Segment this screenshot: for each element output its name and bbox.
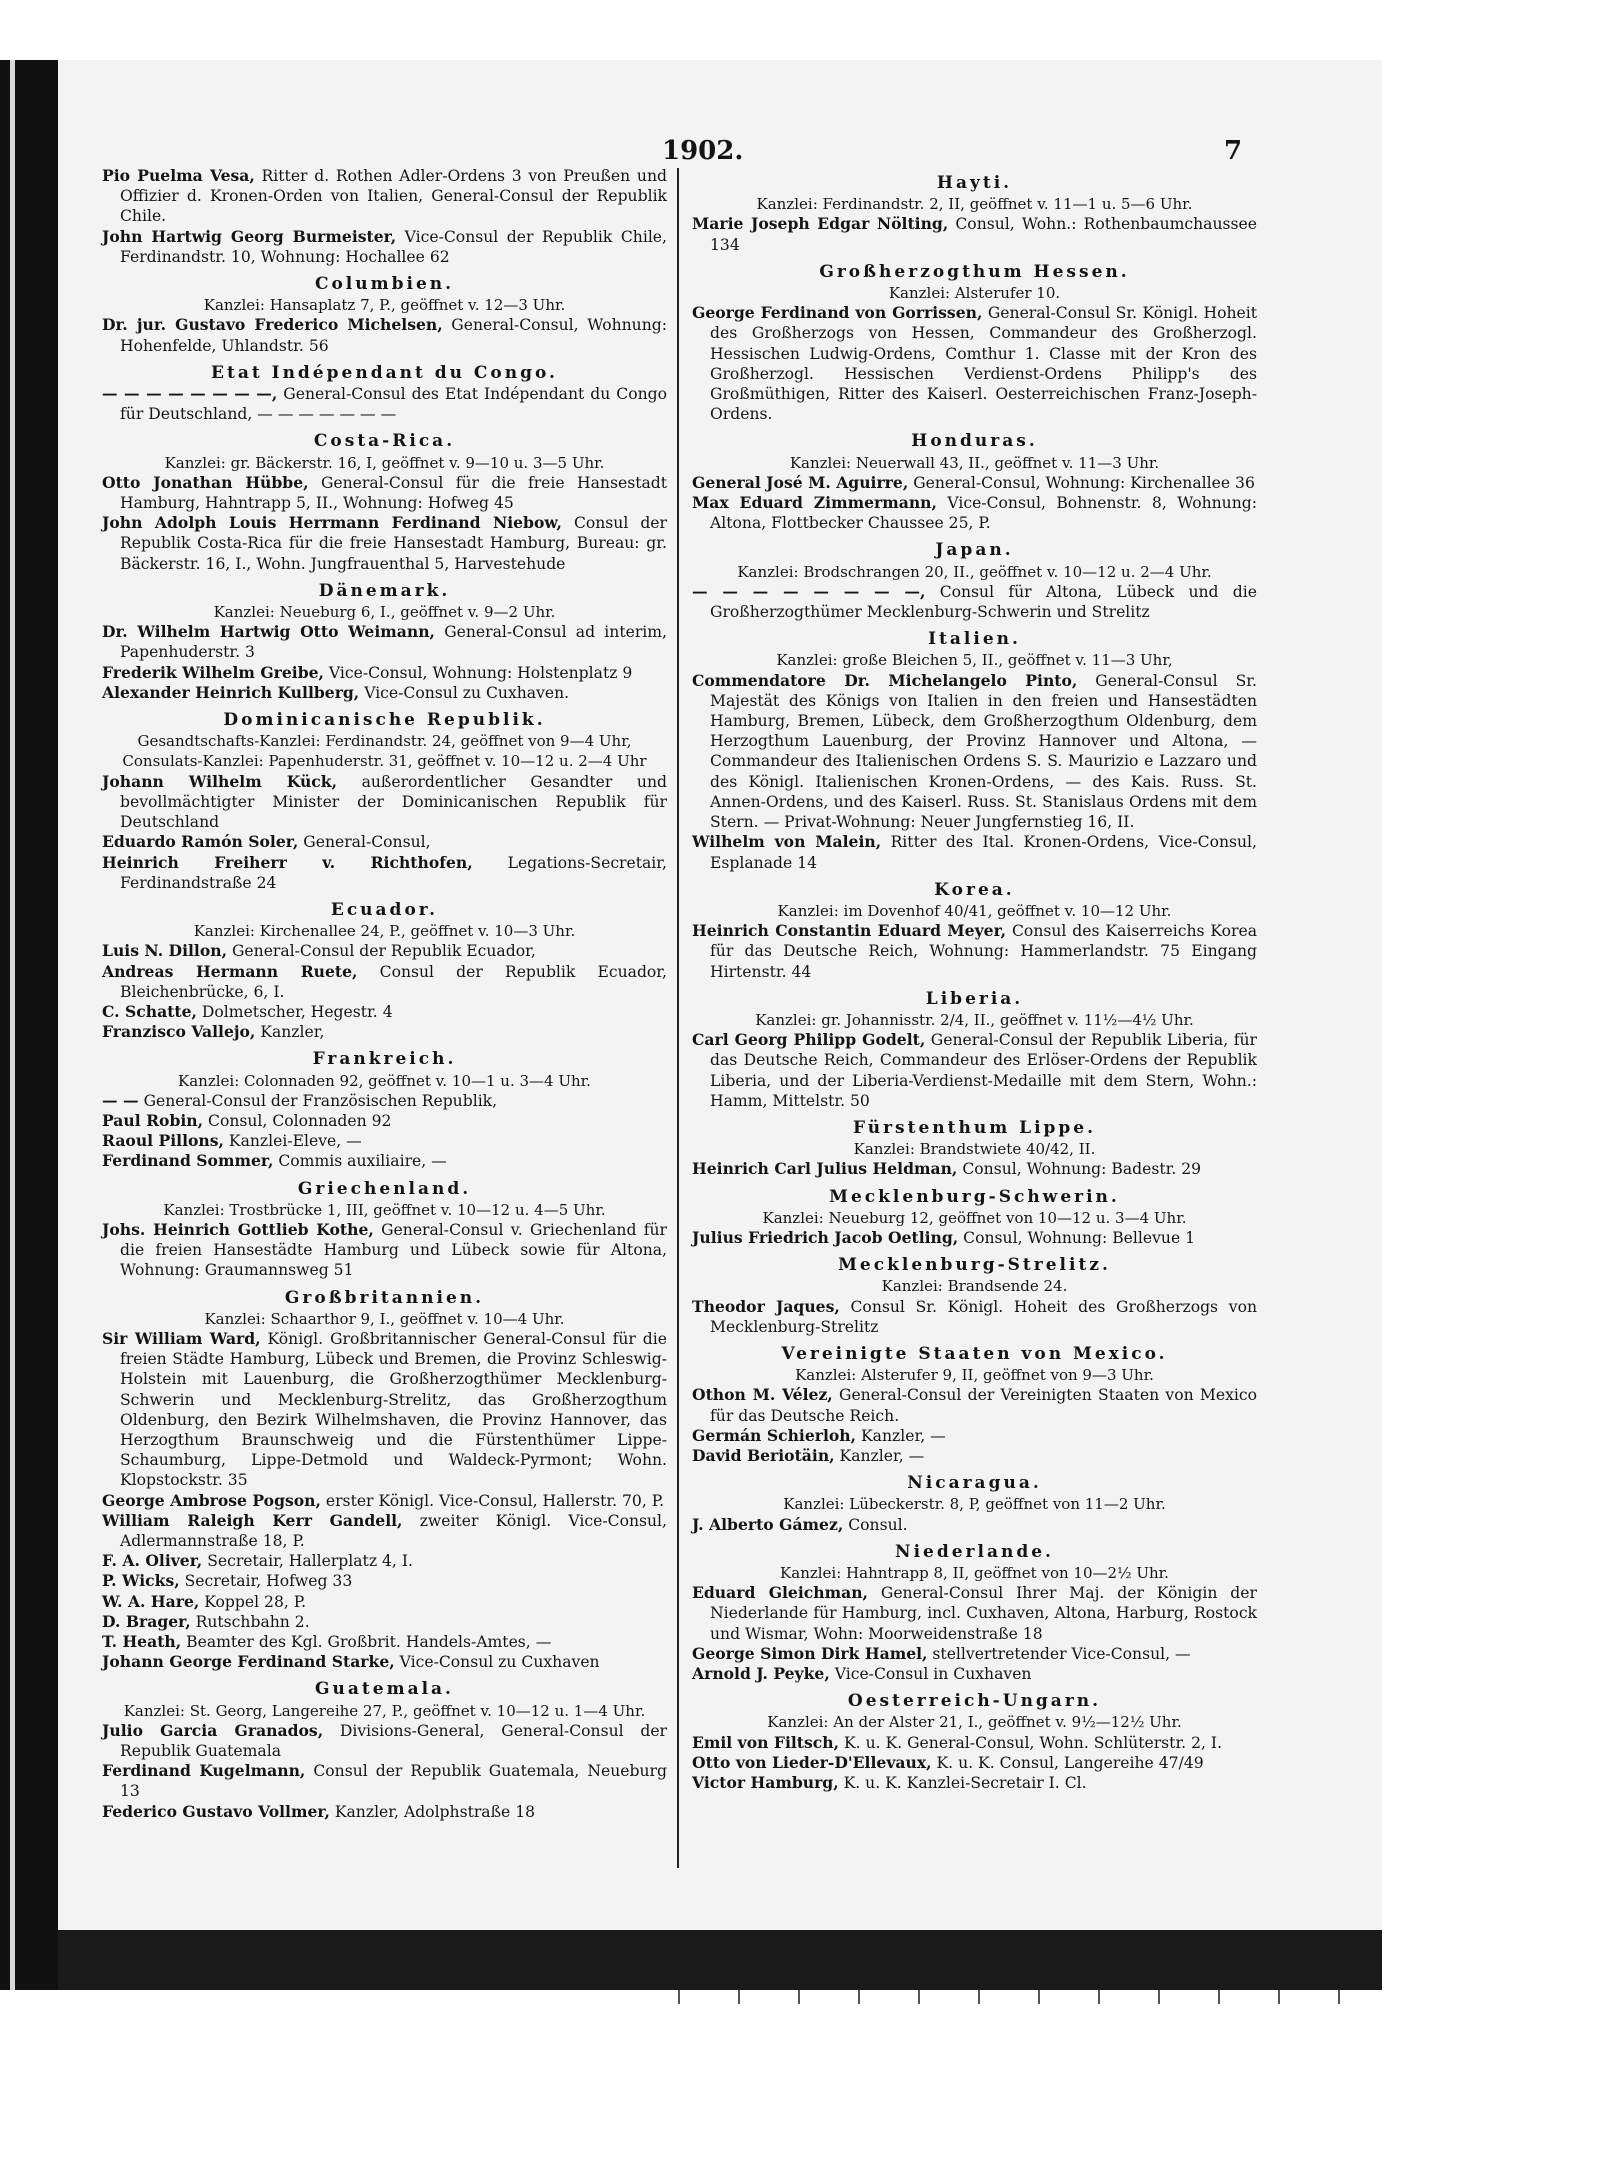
office-info: Kanzlei: Hansaplatz 7, P., geöffnet v. 12—3 Uhr. bbox=[203, 296, 566, 315]
entry-details: Rutschbahn 2. bbox=[190, 1612, 310, 1631]
office-info: Kanzlei: St. Georg, Langereihe 27, P., geöffnet v. 10—12 u. 1—4 Uhr. bbox=[123, 1701, 646, 1720]
directory-entry bbox=[692, 493, 1257, 533]
ruler-tick bbox=[978, 1990, 980, 2004]
directory-entry bbox=[692, 1664, 1257, 1684]
directory-entry bbox=[102, 683, 667, 703]
person-name: Johann Wilhelm Kück, bbox=[102, 771, 338, 791]
entry-details: Divisions-General, General-Consul der Republik Guatemala bbox=[120, 1721, 667, 1761]
entry-details: Consul der Republik Costa-Rica für die freie Hansestadt Hamburg, Bureau: gr. Bäckerstr. 16, I., Wohn. Jungfrauenthal 5, Harvestehude bbox=[120, 514, 667, 573]
ruler-tick bbox=[1218, 1990, 1220, 2004]
entry-details: Kanzler, Adolphstraße 18 bbox=[329, 1802, 536, 1821]
directory-entry bbox=[692, 1753, 1257, 1773]
section-heading: Dominicanische Republik. bbox=[223, 710, 546, 731]
directory-entry bbox=[692, 303, 1257, 424]
entry-details: Vice-Consul, Bohnenstr. 8, Wohnung: Altona, Flottbecker Chaussee 25, P. bbox=[710, 494, 1257, 533]
section-heading: Vereinigte Staaten von Mexico. bbox=[781, 1343, 1168, 1364]
person-name: David Beriotäin, bbox=[692, 1445, 835, 1465]
person-name: Julio Garcia Granados, bbox=[102, 1720, 324, 1740]
office-info: Kanzlei: gr. Johannisstr. 2/4, II., geöffnet v. 11½—4½ Uhr. bbox=[755, 1010, 1194, 1029]
entry-details: K. u. K. Consul, Langereihe 47/49 bbox=[931, 1753, 1204, 1772]
page-binding-edge bbox=[0, 60, 58, 1990]
person-name: Othon M. Vélez, bbox=[692, 1385, 833, 1405]
person-name: Germán Schierloh, bbox=[692, 1425, 857, 1445]
ruler-tick bbox=[798, 1990, 800, 2004]
section-heading: Griechenland. bbox=[297, 1178, 472, 1199]
person-name: — — — — — — — —, bbox=[102, 384, 278, 404]
entry-details: General-Consul der Republik Ecuador, bbox=[227, 942, 536, 961]
office-info: Kanzlei: Brandsende 24. bbox=[881, 1277, 1068, 1296]
directory-entry bbox=[102, 166, 667, 227]
page-year: 1902. bbox=[662, 136, 744, 166]
entry-details: Beamter des Kgl. Großbrit. Handels-Amtes, — bbox=[181, 1633, 552, 1652]
entry-details: Consul des Kaiserreichs Korea für das Deutsche Reich, Wohnung: Hammerlandstr. 75 Eingang Hirtenstr. 44 bbox=[710, 922, 1257, 981]
person-name: J. Alberto Gámez, bbox=[692, 1514, 844, 1534]
person-name: Max Eduard Zimmermann, bbox=[692, 493, 937, 513]
person-name: Pio Puelma Vesa, bbox=[102, 166, 255, 185]
person-name: Theodor Jaques, bbox=[692, 1296, 840, 1316]
entry-details: Vice-Consul zu Cuxhaven. bbox=[359, 683, 570, 702]
directory-entry bbox=[102, 1329, 667, 1491]
person-name: Carl Georg Philipp Godelt, bbox=[692, 1030, 926, 1050]
directory-entry bbox=[102, 853, 667, 893]
directory-entry bbox=[102, 663, 667, 683]
person-name: Andreas Hermann Ruete, bbox=[102, 961, 358, 981]
person-name: Dr. Wilhelm Hartwig Otto Weimann, bbox=[102, 622, 435, 642]
entry-details: Kanzlei-Eleve, — bbox=[223, 1132, 362, 1151]
ruler-tick bbox=[738, 1990, 740, 2004]
entry-details: General-Consul Sr. Majestät des Königs von Italien in den freien und Hansestädten Hamburg, Bremen, Lübeck, dem Großherzogthum Oldenburg, dem Herzogthum Lauenburg, der Provinz Hannover und Altona, — Commandeur des Italienischen Ordens S. S. Maurizio e Lazzaro und des Königl. Italienischen Kronen-Ordens, — des Kais. Russ. St. Annen-Ordens, und des Kaiserl. Russ. St. Stanislaus Ordens mit dem Stern. — Privat-Wohnung: Neuer Jungfernstieg 16, II. bbox=[710, 671, 1257, 832]
entry-details: stellvertretender Vice-Consul, — bbox=[927, 1644, 1191, 1663]
entry-details: General-Consul der Republik Liberia, für das Deutsche Reich, Commandeur des Erlöser-Ordens der Republik Liberia, und der Liberia-Verdienst-Medaille mit dem Stern, Wohn.: Hamm, Mittelstr. 50 bbox=[710, 1031, 1257, 1110]
section-heading: Frankreich. bbox=[312, 1049, 457, 1070]
office-info: Kanzlei: Colonnaden 92, geöffnet v. 10—1 u. 3—4 Uhr. bbox=[178, 1071, 591, 1090]
person-name: Federico Gustavo Vollmer, bbox=[102, 1801, 330, 1821]
section-heading: Ecuador. bbox=[330, 899, 439, 920]
person-name: Heinrich Carl Julius Heldman, bbox=[692, 1159, 958, 1179]
section-heading: Mecklenburg-Schwerin. bbox=[829, 1186, 1120, 1207]
section-heading: Mecklenburg-Strelitz. bbox=[838, 1255, 1111, 1276]
directory-entry bbox=[102, 315, 667, 355]
directory-entry bbox=[692, 214, 1257, 254]
office-info: Consulats-Kanzlei: Papenhuderstr. 31, geöffnet v. 10—12 u. 2—4 Uhr bbox=[122, 752, 647, 771]
entry-details: Consul, Wohn.: Rothenbaumchaussee 134 bbox=[710, 215, 1257, 254]
person-name: Arnold J. Peyke, bbox=[692, 1664, 830, 1684]
office-info: Kanzlei: Ferdinandstr. 2, II, geöffnet v. 11—1 u. 5—6 Uhr. bbox=[756, 195, 1193, 214]
office-info: Kanzlei: An der Alster 21, I., geöffnet v. 9½—12½ Uhr. bbox=[767, 1713, 1182, 1732]
directory-entry bbox=[102, 1612, 667, 1632]
directory-entry bbox=[102, 1761, 667, 1801]
person-name: Emil von Filtsch, bbox=[692, 1732, 840, 1752]
office-info: Kanzlei: Brandstwiete 40/42, II. bbox=[853, 1140, 1096, 1159]
person-name: Johs. Heinrich Gottlieb Kothe, bbox=[102, 1219, 374, 1239]
entry-details: Ritter d. Rothen Adler-Ordens 3 von Preußen und Offizier d. Kronen-Orden von Italien, General-Consul der Republik Chile. bbox=[120, 167, 667, 226]
office-info: Kanzlei: Hahntrapp 8, II, geöffnet von 10—2½ Uhr. bbox=[780, 1564, 1169, 1582]
directory-entry bbox=[102, 1632, 667, 1652]
directory-entry bbox=[692, 1297, 1257, 1337]
directory-entry bbox=[102, 1022, 667, 1042]
directory-entry bbox=[692, 1385, 1257, 1425]
entry-details: General-Consul, Wohnung: Hohenfelde, Uhlandstr. 56 bbox=[120, 316, 667, 355]
person-name: General José M. Aguirre, bbox=[692, 472, 909, 492]
office-info: Kanzlei: gr. Bäckerstr. 16, I, geöffnet v. 9—10 u. 3—5 Uhr. bbox=[164, 453, 605, 472]
person-name: F. A. Oliver, bbox=[102, 1551, 203, 1571]
section-heading: Honduras. bbox=[911, 431, 1038, 452]
section-heading: Columbien. bbox=[314, 274, 455, 295]
person-name: Otto Jonathan Hübbe, bbox=[102, 472, 309, 492]
directory-entry bbox=[102, 1721, 667, 1761]
section-heading: Oesterreich-Ungarn. bbox=[847, 1691, 1102, 1712]
entry-details: K. u. K. General-Consul, Wohn. Schlüterstr. 2, I. bbox=[839, 1733, 1223, 1752]
person-name: — — — — — — — —, bbox=[692, 581, 926, 601]
entry-details: außerordentlicher Gesandter und bevollmächtigter Minister der Dominicanischen Republik für Deutschland bbox=[120, 772, 667, 832]
person-name: Heinrich Freiherr v. Richthofen, bbox=[102, 852, 473, 872]
person-name: Eduardo Ramón Soler, bbox=[102, 832, 299, 852]
entry-details: Koppel 28, P. bbox=[199, 1592, 307, 1611]
section-heading: Costa-Rica. bbox=[313, 431, 456, 452]
section-heading: Japan. bbox=[935, 540, 1014, 561]
ruler-tick bbox=[1038, 1990, 1040, 2004]
directory-entry bbox=[692, 1426, 1257, 1446]
person-name: — — bbox=[102, 1090, 139, 1110]
entry-details: General-Consul für die freie Hansestadt Hamburg, Hahntrapp 5, II., Wohnung: Hofweg 45 bbox=[120, 473, 668, 513]
directory-entry bbox=[692, 582, 1257, 622]
entry-details: General-Consul, bbox=[298, 833, 431, 852]
section-heading: Liberia. bbox=[925, 988, 1024, 1009]
section-heading: Großherzogthum Hessen. bbox=[819, 261, 1130, 282]
ruler-tick bbox=[1338, 1990, 1340, 2004]
ruler-tick bbox=[858, 1990, 860, 2004]
person-name: Commendatore Dr. Michelangelo Pinto, bbox=[692, 670, 1078, 690]
office-info: Kanzlei: Brodschrangen 20, II., geöffnet v. 10—12 u. 2—4 Uhr. bbox=[737, 562, 1212, 581]
person-name: Ferdinand Kugelmann, bbox=[102, 1761, 306, 1781]
person-name: D. Brager, bbox=[102, 1611, 191, 1631]
directory-entry bbox=[102, 1151, 667, 1171]
directory-entry bbox=[692, 473, 1257, 493]
person-name: Dr. jur. Gustavo Frederico Michelsen, bbox=[102, 315, 443, 335]
entry-details: Consul, Wohnung: Bellevue 1 bbox=[958, 1228, 1196, 1247]
office-info: Gesandtschafts-Kanzlei: Ferdinandstr. 24, geöffnet von 9—4 Uhr, bbox=[137, 732, 632, 751]
person-name: John Adolph Louis Herrmann Ferdinand Niebow, bbox=[102, 513, 562, 533]
section-heading: Nicaragua. bbox=[907, 1473, 1042, 1494]
directory-entry bbox=[692, 1228, 1257, 1248]
person-name: George Simon Dirk Hamel, bbox=[692, 1643, 928, 1663]
person-name: Luis N. Dillon, bbox=[102, 941, 228, 961]
entry-details: General-Consul Ihrer Maj. der Königin der Niederlande für Hamburg, incl. Cuxhaven, Altona, Harburg, Rostock und Wismar, Wohn: Moorweidenstraße 18 bbox=[710, 1584, 1257, 1643]
office-info: Kanzlei: Kirchenallee 24, P., geöffnet v. 10—3 Uhr. bbox=[193, 922, 576, 941]
directory-entry bbox=[692, 1773, 1257, 1793]
person-name: Julius Friedrich Jacob Oetling, bbox=[692, 1227, 959, 1247]
entry-details: Consul der Republik Guatemala, Neueburg 13 bbox=[120, 1762, 667, 1801]
directory-entry bbox=[102, 962, 667, 1002]
person-name: John Hartwig Georg Burmeister, bbox=[102, 226, 397, 246]
directory-entry bbox=[102, 772, 667, 833]
person-name: P. Wicks, bbox=[102, 1571, 180, 1591]
section-heading: Großbritannien. bbox=[284, 1287, 485, 1308]
person-name: George Ferdinand von Gorrissen, bbox=[692, 303, 983, 323]
entry-details: Kanzler, — bbox=[834, 1446, 925, 1465]
office-info: Kanzlei: im Dovenhof 40/41, geöffnet v. 10—12 Uhr. bbox=[777, 901, 1172, 920]
directory-entry bbox=[692, 1159, 1257, 1179]
entry-details: Dolmetscher, Hegestr. 4 bbox=[196, 1002, 393, 1021]
entry-details: General-Consul ad interim, Papenhuderstr. 3 bbox=[120, 623, 667, 662]
entry-details: erster Königl. Vice-Consul, Hallerstr. 70, P. bbox=[320, 1491, 665, 1510]
entry-details: Kanzler, bbox=[255, 1023, 325, 1042]
directory-entry bbox=[102, 1491, 667, 1511]
office-info: Kanzlei: Schaarthor 9, I., geöffnet v. 10—4 Uhr. bbox=[204, 1309, 565, 1328]
entry-details: Commis auxiliaire, — bbox=[273, 1152, 447, 1171]
entry-details: Secretair, Hallerplatz 4, I. bbox=[202, 1552, 413, 1571]
entry-details: Consul, Wohnung: Badestr. 29 bbox=[957, 1160, 1202, 1179]
office-info: Kanzlei: Alsterufer 10. bbox=[888, 284, 1061, 303]
person-name: Franzisco Vallejo, bbox=[102, 1022, 256, 1042]
office-info: Kanzlei: große Bleichen 5, II., geöffnet v. 11—3 Uhr, bbox=[776, 651, 1173, 670]
directory-entry bbox=[692, 1644, 1257, 1664]
person-name: Wilhelm von Malein, bbox=[692, 832, 882, 852]
section-heading: Italien. bbox=[928, 629, 1021, 650]
directory-entry bbox=[102, 513, 667, 574]
section-heading: Guatemala. bbox=[315, 1679, 454, 1700]
ruler-tick bbox=[678, 1990, 680, 2004]
directory-entry bbox=[102, 1511, 667, 1551]
entry-details: General-Consul der Vereinigten Staaten von Mexico für das Deutsche Reich. bbox=[710, 1386, 1257, 1425]
person-name: Sir William Ward, bbox=[102, 1328, 261, 1348]
directory-entry bbox=[102, 941, 667, 961]
section-heading: Korea. bbox=[934, 879, 1015, 900]
entry-details: Consul der Republik Ecuador, Bleichenbrücke, 6, I. bbox=[120, 962, 668, 1001]
directory-entry bbox=[692, 1515, 1257, 1535]
section-heading: Fürstenthum Lippe. bbox=[852, 1117, 1097, 1138]
person-name: Victor Hamburg, bbox=[692, 1773, 839, 1793]
person-name: T. Heath, bbox=[102, 1632, 182, 1652]
ruler-tick bbox=[918, 1990, 920, 2004]
person-name: Otto von Lieder-D'Ellevaux, bbox=[692, 1752, 932, 1772]
directory-entry bbox=[692, 921, 1257, 982]
entry-details: General-Consul v. Griechenland für die freien Hansestädte Hamburg und Lübeck sowie für Altona, Wohnung: Graumannsweg 51 bbox=[120, 1220, 668, 1280]
ruler-tick bbox=[1158, 1990, 1160, 2004]
person-name: Johann George Ferdinand Starke, bbox=[102, 1652, 395, 1672]
entry-details: Vice-Consul der Republik Chile, Ferdinandstr. 10, Wohnung: Hochallee 62 bbox=[120, 227, 667, 266]
directory-entry bbox=[692, 671, 1257, 833]
directory-entry bbox=[102, 622, 667, 662]
directory-entry bbox=[692, 1030, 1257, 1111]
office-info: Kanzlei: Neueburg 12, geöffnet von 10—12 u. 3—4 Uhr. bbox=[762, 1208, 1187, 1227]
directory-entry bbox=[102, 1091, 667, 1111]
page-number: 7 bbox=[1224, 136, 1243, 166]
person-name: George Ambrose Pogson, bbox=[102, 1490, 321, 1510]
person-name: Alexander Heinrich Kullberg, bbox=[102, 682, 360, 702]
person-name: Ferdinand Sommer, bbox=[102, 1151, 274, 1171]
directory-entry bbox=[692, 1446, 1257, 1466]
entry-details: Vice-Consul in Cuxhaven bbox=[829, 1665, 1032, 1684]
entry-details: Consul. bbox=[843, 1515, 908, 1534]
entry-details: General-Consul, Wohnung: Kirchenallee 36 bbox=[908, 473, 1255, 492]
directory-entry bbox=[102, 384, 667, 424]
entry-details: K. u. K. Kanzlei-Secretair I. Cl. bbox=[838, 1774, 1087, 1793]
section-heading: Niederlande. bbox=[895, 1541, 1054, 1562]
person-name: Raoul Pillons, bbox=[102, 1131, 224, 1151]
directory-entry bbox=[102, 473, 667, 513]
person-name: Heinrich Constantin Eduard Meyer, bbox=[692, 921, 1007, 941]
office-info: Kanzlei: Neuerwall 43, II., geöffnet v. 11—3 Uhr. bbox=[789, 453, 1160, 472]
directory-entry bbox=[102, 1571, 667, 1591]
directory-entry bbox=[102, 832, 667, 852]
directory-entry bbox=[102, 1002, 667, 1022]
entry-details: Vice-Consul zu Cuxhaven bbox=[394, 1653, 600, 1672]
person-name: Frederik Wilhelm Greibe, bbox=[102, 662, 324, 682]
scanner-ruler bbox=[58, 1990, 1382, 2010]
entry-details: zweiter Königl. Vice-Consul, Adlermannstraße 18, P. bbox=[120, 1511, 667, 1550]
directory-entry bbox=[102, 1802, 667, 1822]
entry-details: Legations-Secretair, Ferdinandstraße 24 bbox=[120, 853, 667, 892]
directory-entry bbox=[102, 1652, 667, 1672]
entry-details: Consul für Altona, Lübeck und die Großherzogthümer Mecklenburg-Schwerin und Strelitz bbox=[710, 582, 1257, 622]
person-name: William Raleigh Kerr Gandell, bbox=[102, 1510, 403, 1530]
office-info: Kanzlei: Neueburg 6, I., geöffnet v. 9—2 Uhr. bbox=[213, 603, 556, 622]
office-info: Kanzlei: Lübeckerstr. 8, P, geöffnet von 11—2 Uhr. bbox=[783, 1495, 1166, 1514]
entry-details: Consul, Colonnaden 92 bbox=[203, 1111, 392, 1130]
office-info: Kanzlei: Trostbrücke 1, III, geöffnet v. 10—12 u. 4—5 Uhr. bbox=[163, 1200, 606, 1219]
entry-details: General-Consul des Etat Indépendant du Congo für Deutschland, — — — — — — — bbox=[120, 385, 667, 424]
entry-details: Vice-Consul, Wohnung: Holstenplatz 9 bbox=[323, 663, 633, 682]
directory-entry bbox=[692, 1733, 1257, 1753]
directory-entry bbox=[102, 1131, 667, 1151]
entry-details: General-Consul der Französischen Republik, bbox=[138, 1091, 498, 1110]
section-heading: Dänemark. bbox=[318, 580, 451, 601]
section-heading: Hayti. bbox=[936, 173, 1013, 193]
directory-entry bbox=[102, 1551, 667, 1571]
scan-bottom-edge bbox=[58, 1930, 1382, 1990]
person-name: Eduard Gleichman, bbox=[692, 1583, 868, 1603]
right-column bbox=[692, 166, 1257, 1793]
directory-entry bbox=[692, 832, 1257, 872]
entry-details: Consul Sr. Königl. Hoheit des Großherzogs von Mecklenburg-Strelitz bbox=[710, 1297, 1257, 1336]
directory-entry bbox=[692, 1583, 1257, 1644]
person-name: Paul Robin, bbox=[102, 1110, 204, 1130]
directory-entry bbox=[102, 227, 667, 267]
person-name: C. Schatte, bbox=[102, 1001, 197, 1021]
directory-entry bbox=[102, 1592, 667, 1612]
directory-entry bbox=[102, 1220, 667, 1281]
column-divider bbox=[677, 168, 679, 1868]
entry-details: Kanzler, — bbox=[856, 1426, 946, 1445]
ruler-tick bbox=[1098, 1990, 1100, 2004]
entry-details: Ritter des Ital. Kronen-Ordens, Vice-Consul, Esplanade 14 bbox=[710, 833, 1257, 872]
left-column bbox=[102, 166, 667, 1822]
entry-details: Secretair, Hofweg 33 bbox=[179, 1572, 353, 1591]
directory-entry bbox=[102, 1111, 667, 1131]
entry-details: General-Consul Sr. Königl. Hoheit des Großherzogs von Hessen, Commandeur des Großherzogl. Hessischen Ludwig-Ordens, Comthur 1. Classe mit der Kron des Großherzogl. Hessischen Verdienst-Ordens Philipp's des Großmüthigen, Ritter des Kaiserl. Oesterreichischen Franz-Joseph-Ordens. bbox=[710, 304, 1257, 424]
section-heading: Etat Indépendant du Congo. bbox=[211, 362, 558, 383]
entry-details: Königl. Großbritannischer General-Consul für die freien Städte Hamburg, Lübeck und Bremen, die Provinz Schleswig-Holstein mit Lauenburg, die Großherzogthümer Mecklenburg-Schwerin und Mecklenburg-Strelitz, das Großherzogthum Oldenburg, den Bezirk Wilhelmshaven, die Provinz Hannover, das Herzogthum Braunschweig und die Fürstenthümer Lippe-Schaumburg, Lippe-Detmold und Waldeck-Pyrmont; Wohn. Klopstockstr. 35 bbox=[120, 1329, 667, 1490]
ruler-tick bbox=[1278, 1990, 1280, 2004]
person-name: Marie Joseph Edgar Nölting, bbox=[692, 214, 949, 234]
office-info: Kanzlei: Alsterufer 9, II, geöffnet von 9—3 Uhr. bbox=[795, 1366, 1154, 1385]
person-name: W. A. Hare, bbox=[102, 1591, 200, 1611]
